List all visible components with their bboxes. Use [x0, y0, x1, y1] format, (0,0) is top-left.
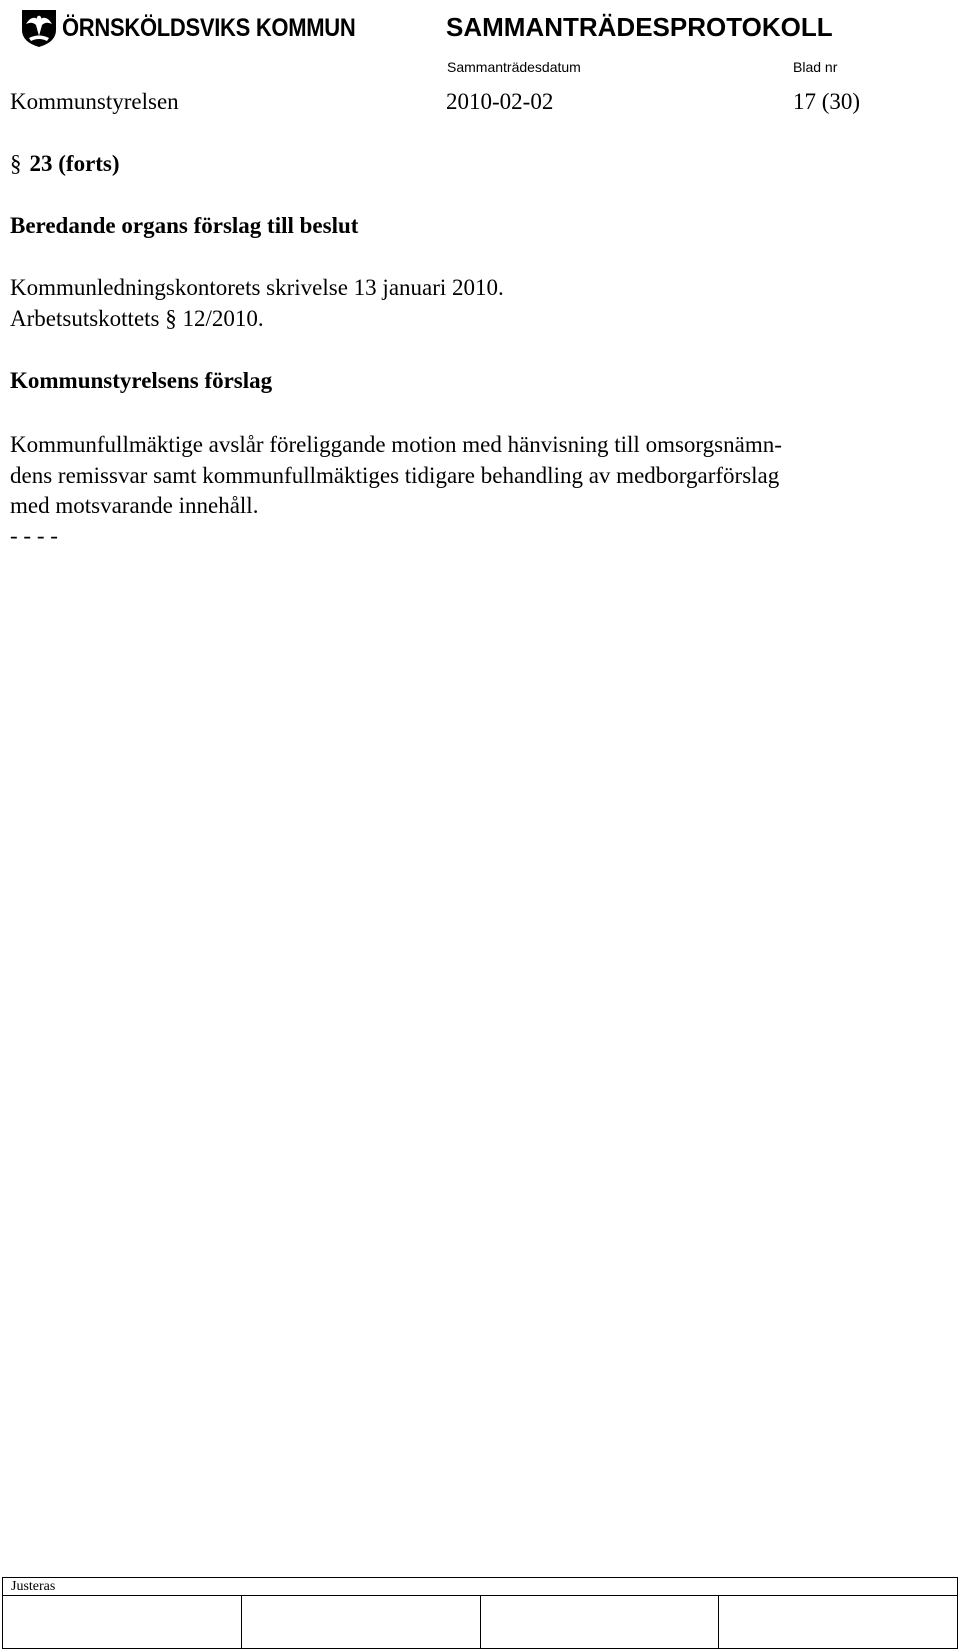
end-marker: - - - -	[10, 523, 58, 548]
meeting-date-label: Sammanträdesdatum	[447, 59, 581, 75]
proposal-line: Kommunfullmäktige avslår föreliggande motion med hänvisning till omsorgsnämn-	[10, 432, 782, 457]
proposal-basis-heading: Beredande organs förslag till beslut	[10, 213, 359, 238]
basis-line-2-suffix: 12/2010.	[182, 306, 264, 331]
municipality-name: ÖRNSKÖLDSVIKS KOMMUN	[62, 13, 356, 42]
basis-line-2-prefix: Arbetsutskottets	[10, 306, 160, 331]
signature-cell	[719, 1596, 957, 1648]
meeting-date: 2010-02-02	[446, 89, 554, 114]
proposal-line: med motsvarande innehåll.	[10, 493, 259, 518]
signature-cell	[3, 1596, 242, 1648]
organ-name: Kommunstyrelsen	[10, 89, 179, 114]
basis-line-2	[10, 306, 264, 332]
signature-label: Justeras	[11, 1579, 56, 1594]
proposal-line: dens remissvar samt kommunfullmäktiges tidigare behandling av medborgarförslag	[10, 462, 780, 488]
signature-cells	[3, 1595, 957, 1648]
municipality-logo	[20, 8, 355, 48]
signature-cell	[242, 1596, 481, 1648]
proposal-paragraph	[10, 430, 930, 522]
paragraph-sign: §	[10, 151, 22, 176]
basis-line-1: Kommunledningskontorets skrivelse 13 januari 2010.	[10, 275, 504, 300]
page-number-label: Blad nr	[793, 59, 838, 75]
section-number: 23 (forts)	[29, 151, 120, 176]
board-proposal-heading: Kommunstyrelsens förslag	[10, 368, 273, 393]
signature-table	[2, 1577, 958, 1649]
page-number: 17 (30)	[793, 89, 861, 114]
paragraph-sign: §	[165, 306, 177, 331]
signature-cell	[481, 1596, 720, 1648]
municipal-crest-icon	[20, 8, 58, 48]
document-type-title: SAMMANTRÄDESPROTOKOLL	[446, 12, 833, 42]
section-heading	[10, 151, 120, 177]
